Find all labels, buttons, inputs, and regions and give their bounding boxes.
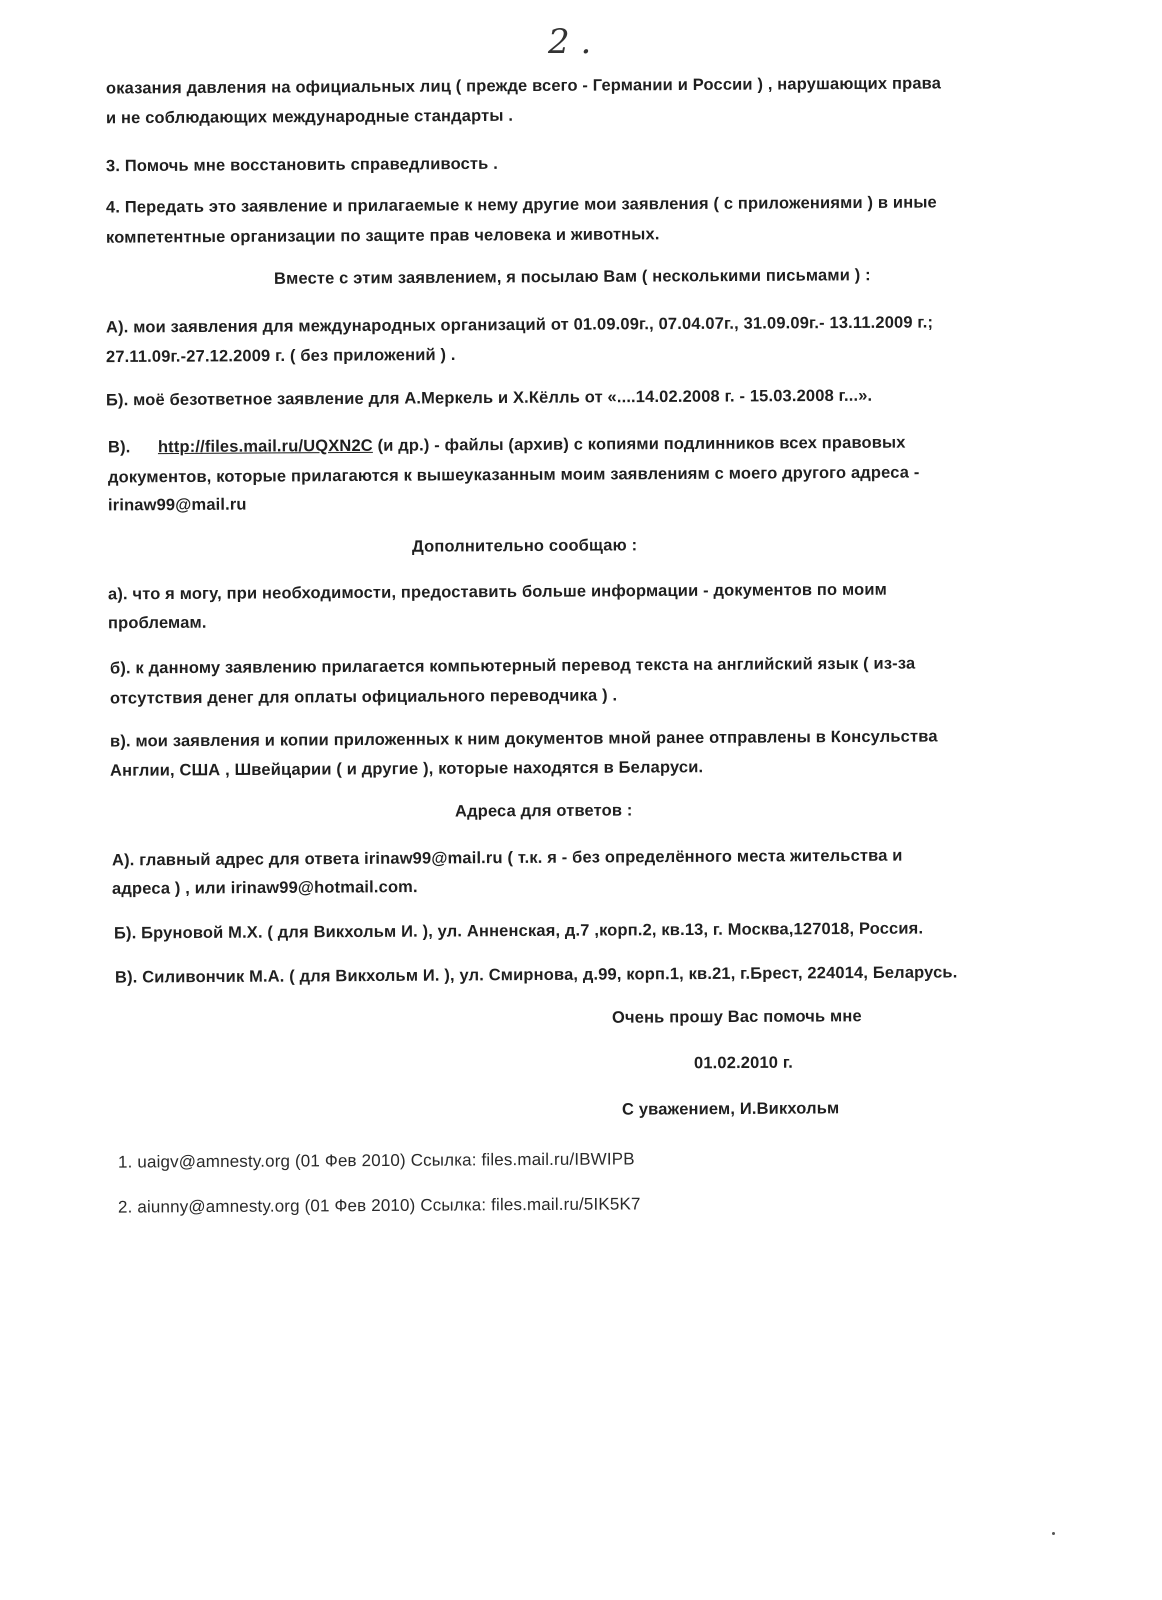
- note-v-line-2: Англии, США , Швейцарии ( и другие ), которые находятся в Беларуси.: [109, 758, 704, 780]
- enclosure-a-line-1: А). мои заявления для международных организаций от 01.09.09г., 07.04.07г., 31.09.09г.- 13.11.2009 г.;: [105, 313, 934, 337]
- footer-recipient-1: 1. uaigv@amnesty.org (01 Фев 2010) Ссылка: files.mail.ru/IBWIPB: [117, 1149, 635, 1172]
- body-line-1: оказания давления на официальных лиц ( прежде всего - Германии и России ) , нарушающих права: [105, 74, 942, 98]
- footer-recipient-2: 2. aiunny@amnesty.org (01 Фев 2010) Ссылка: files.mail.ru/5IK5K7: [117, 1194, 641, 1217]
- handwritten-page-number: 2 .: [548, 22, 592, 62]
- item-4-line-2: компетентные организации по защите прав человека и животных.: [105, 225, 660, 247]
- item-3: 3. Помочь мне восстановить справедливость .: [105, 154, 498, 176]
- enclosure-a-line-2: 27.11.09г.-27.12.2009 г. ( без приложений ) .: [105, 345, 456, 367]
- closing-date: 01.02.2010 г.: [693, 1053, 793, 1073]
- address-a-line-2: адреса ) , или irinaw99@hotmail.com.: [111, 878, 418, 898]
- note-b-line-2: отсутствия денег для оплаты официального переводчика ) .: [109, 686, 618, 708]
- closing-request: Очень прошу Вас помочь мне: [611, 1007, 862, 1027]
- note-b-line-1: б). к данному заявлению прилагается компьютерный перевод текста на английский язык ( из-за: [109, 654, 916, 678]
- enclosure-v-rest: (и др.) - файлы (архив) с копиями подлинников всех правовых: [377, 433, 906, 455]
- enclosure-v-email: irinaw99@mail.ru: [107, 495, 247, 515]
- closing-signature: С уважением, И.Викхольм: [621, 1099, 840, 1119]
- section-heading-enclosures: Вместе с этим заявлением, я посылаю Вам ( несколькими письмами ) :: [273, 266, 871, 288]
- section-heading-addresses: Адреса для ответов :: [454, 801, 633, 821]
- scan-speck: [1052, 1532, 1055, 1535]
- address-v: В). Силивончик М.А. ( для Викхольм И. ), ул. Смирнова, д.99, корп.1, кв.21, г.Брест, 224014, Беларусь.: [114, 963, 958, 987]
- files-archive-link[interactable]: http://files.mail.ru/UQXN2C: [157, 436, 373, 457]
- enclosure-b: Б). моё безответное заявление для А.Меркель и Х.Кёлль от «....14.02.2008 г. - 15.03.2008 г...».: [105, 386, 873, 410]
- note-a-line-1: а). что я могу, при необходимости, предоставить больше информации - документов по моим: [107, 580, 888, 604]
- address-a-line-1: А). главный адрес для ответа irinaw99@mail.ru ( т.к. я - без определённого места жительства и: [111, 846, 903, 870]
- enclosure-v-line-2: документов, которые прилагаются к вышеуказанным моим заявлениям с моего другого адреса -: [107, 463, 920, 487]
- enclosure-v-prefix: В).: [107, 438, 131, 457]
- note-v-line-1: в). мои заявления и копии приложенных к ним документов мной ранее отправлены в Консульства: [109, 727, 938, 751]
- note-a-line-2: проблемам.: [107, 613, 207, 633]
- body-line-2: и не соблюдающих международные стандарты .: [105, 106, 514, 128]
- section-heading-additional: Дополнительно сообщаю :: [411, 536, 638, 556]
- enclosure-v-line-1: [108, 434, 906, 458]
- item-4-line-1: 4. Передать это заявление и прилагаемые к нему другие мои заявления ( с приложениями ) в иные: [105, 193, 937, 217]
- address-b: Б). Бруновой М.Х. ( для Викхольм И. ), ул. Анненская, д.7 ,корп.2, кв.13, г. Москва,127018, Россия.: [113, 919, 924, 943]
